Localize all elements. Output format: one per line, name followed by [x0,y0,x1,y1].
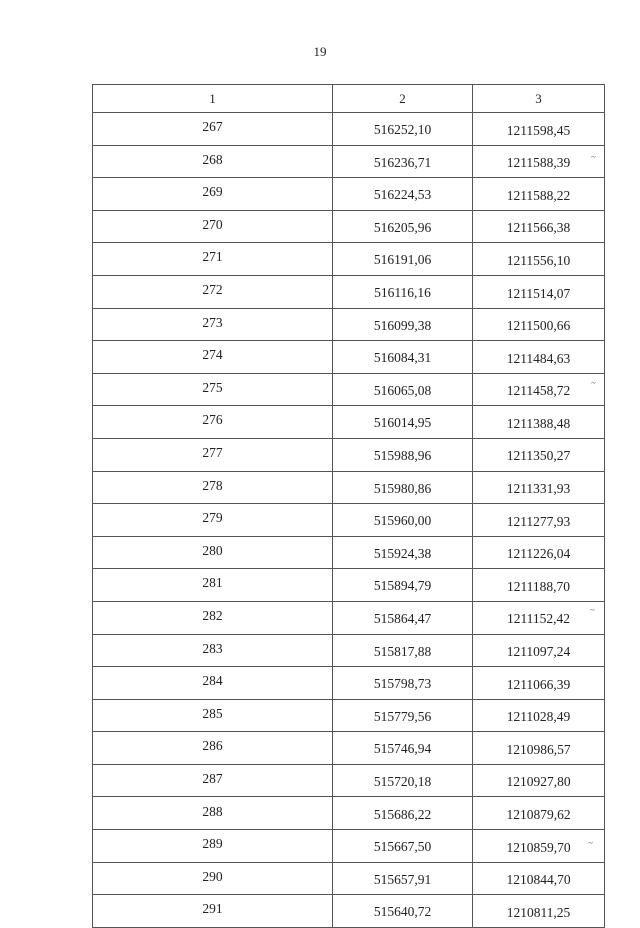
header-point-number: 1 [93,85,333,113]
x-coordinate-cell: 515960,00 [333,504,473,537]
y-coordinate-cell: 1211331,93 [473,471,605,504]
y-coordinate-cell: 1210927,80 [473,764,605,797]
table-row [93,536,605,569]
table-row [93,308,605,341]
page-number: 19 [313,44,327,59]
x-coordinate-cell: 515720,18 [333,764,473,797]
point-number-cell: 283 [93,634,333,667]
table-row [93,797,605,830]
y-coordinate-cell: 1211226,04 [473,536,605,569]
y-coordinate-cell: 1211097,24 [473,634,605,667]
y-coordinate-cell: 1210986,57 [473,732,605,765]
y-coordinate-cell: 1211556,10 [473,243,605,276]
y-coordinate-cell: 1210879,62 [473,797,605,830]
point-number-cell: 286 [93,732,333,765]
x-coordinate-cell: 515894,79 [333,569,473,602]
y-coordinate-cell: 1211500,66 [473,308,605,341]
point-number-cell: 271 [93,243,333,276]
x-coordinate-cell: 515779,56 [333,699,473,732]
coordinates-table [92,84,605,928]
table-row [93,210,605,243]
point-number-cell: 285 [93,699,333,732]
y-coordinate-cell: 1211458,72 [473,373,605,406]
y-coordinate-cell: 1211484,63 [473,341,605,374]
x-coordinate-cell: 515798,73 [333,667,473,700]
x-coordinate-cell: 515640,72 [333,895,473,928]
table-row [93,862,605,895]
point-number-cell: 276 [93,406,333,439]
table-row [93,373,605,406]
table-row [93,145,605,178]
y-coordinate-cell: 1211588,39 [473,145,605,178]
margin-mark: ~ [591,152,596,162]
table-row [93,667,605,700]
point-number-cell: 287 [93,764,333,797]
y-coordinate-cell: 1211388,48 [473,406,605,439]
point-number-cell: 280 [93,536,333,569]
y-coordinate-cell: 1211514,07 [473,275,605,308]
table-row [93,601,605,634]
y-coordinate-cell: 1211598,45 [473,113,605,146]
table-row [93,504,605,537]
x-coordinate-cell: 516099,38 [333,308,473,341]
table-row [93,341,605,374]
x-coordinate-cell: 515924,38 [333,536,473,569]
point-number-cell: 273 [93,308,333,341]
table-row [93,699,605,732]
x-coordinate-cell: 516236,71 [333,145,473,178]
point-number-cell: 291 [93,895,333,928]
x-coordinate-cell: 515817,88 [333,634,473,667]
margin-mark: ~ [588,838,593,848]
y-coordinate-cell: 1211028,49 [473,699,605,732]
table-row [93,275,605,308]
table-row [93,243,605,276]
x-coordinate-cell: 515746,94 [333,732,473,765]
y-coordinate-cell: 1211066,39 [473,667,605,700]
y-coordinate-cell: 1211566,38 [473,210,605,243]
table-row [93,438,605,471]
x-coordinate-cell: 515657,91 [333,862,473,895]
point-number-cell: 272 [93,275,333,308]
y-coordinate-cell: 1211588,22 [473,178,605,211]
x-coordinate-cell: 515980,86 [333,471,473,504]
table-row [93,732,605,765]
x-coordinate-cell: 515667,50 [333,830,473,863]
x-coordinate-cell: 516084,31 [333,341,473,374]
table-row [93,634,605,667]
y-coordinate-cell: 1211350,27 [473,438,605,471]
margin-mark: ~ [590,605,595,615]
table-row [93,569,605,602]
point-number-cell: 267 [93,113,333,146]
point-number-cell: 278 [93,471,333,504]
x-coordinate-cell: 516224,53 [333,178,473,211]
point-number-cell: 279 [93,504,333,537]
y-coordinate-cell: 1211277,93 [473,504,605,537]
point-number-cell: 288 [93,797,333,830]
point-number-cell: 277 [93,438,333,471]
point-number-cell: 268 [93,145,333,178]
x-coordinate-cell: 515686,22 [333,797,473,830]
table-row [93,471,605,504]
header-x-coordinate: 2 [333,85,473,113]
y-coordinate-cell: 1211188,70 [473,569,605,602]
table-row [93,406,605,439]
table-header-row [93,85,605,113]
x-coordinate-cell: 516065,08 [333,373,473,406]
x-coordinate-cell: 515864,47 [333,601,473,634]
x-coordinate-cell: 516014,95 [333,406,473,439]
table-row [93,764,605,797]
table-row [93,895,605,928]
x-coordinate-cell: 516191,06 [333,243,473,276]
table-row [93,113,605,146]
point-number-cell: 290 [93,862,333,895]
y-coordinate-cell: 1210844,70 [473,862,605,895]
x-coordinate-cell: 515988,96 [333,438,473,471]
x-coordinate-cell: 516205,96 [333,210,473,243]
y-coordinate-cell: 1210859,70 [473,830,605,863]
table-row [93,830,605,863]
point-number-cell: 270 [93,210,333,243]
y-coordinate-cell: 1211152,42 [473,601,605,634]
x-coordinate-cell: 516116,16 [333,275,473,308]
point-number-cell: 281 [93,569,333,602]
point-number-cell: 269 [93,178,333,211]
x-coordinate-cell: 516252,10 [333,113,473,146]
header-y-coordinate: 3 [473,85,605,113]
table-body [93,113,605,928]
point-number-cell: 282 [93,601,333,634]
point-number-cell: 275 [93,373,333,406]
point-number-cell: 274 [93,341,333,374]
y-coordinate-cell: 1210811,25 [473,895,605,928]
margin-mark: ~ [591,378,596,388]
point-number-cell: 284 [93,667,333,700]
point-number-cell: 289 [93,830,333,863]
table-row [93,178,605,211]
